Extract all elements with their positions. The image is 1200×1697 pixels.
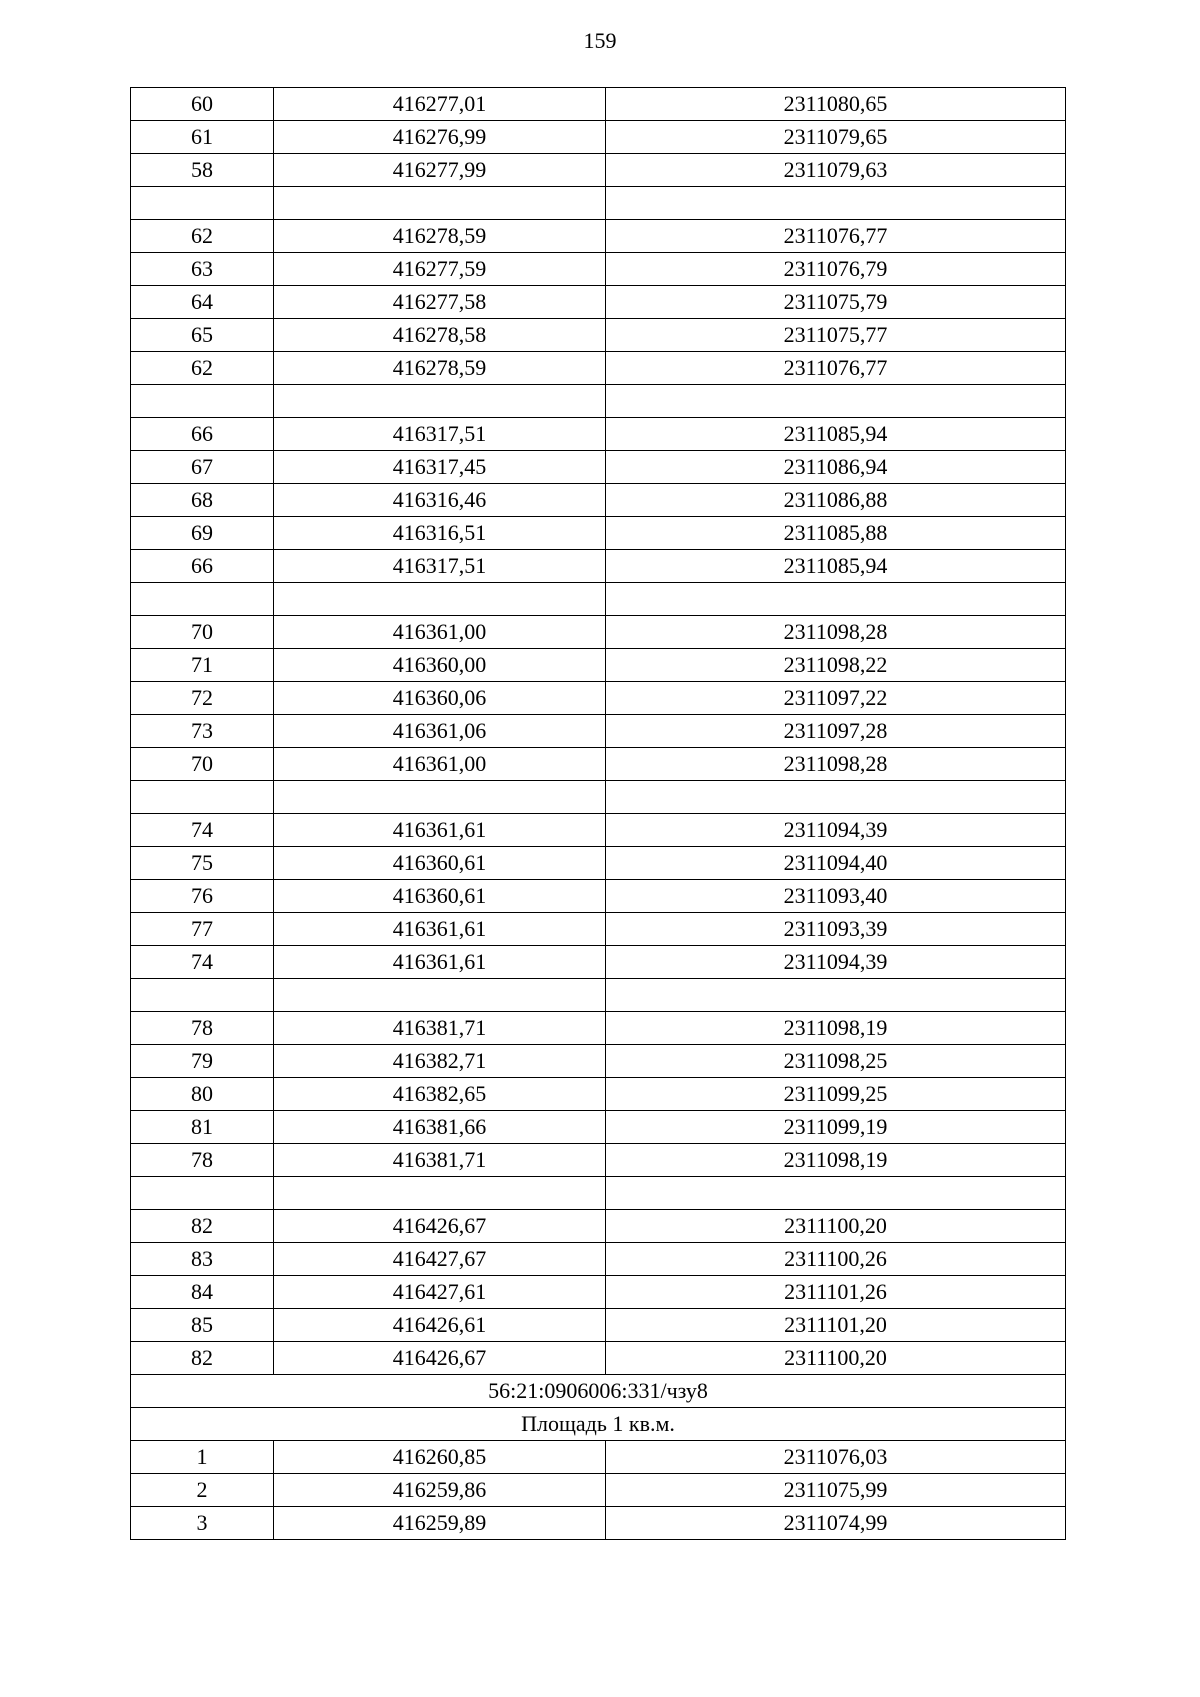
empty-cell (131, 1177, 274, 1210)
point-number-cell: 67 (131, 451, 274, 484)
point-number-cell: 62 (131, 220, 274, 253)
coordinates-table-body (131, 88, 1066, 1540)
x-coordinate-cell: 416277,01 (274, 88, 606, 121)
point-number-cell: 60 (131, 88, 274, 121)
empty-cell (274, 979, 606, 1012)
y-coordinate-cell: 2311098,19 (606, 1144, 1066, 1177)
point-number-cell: 72 (131, 682, 274, 715)
point-number-cell: 70 (131, 616, 274, 649)
y-coordinate-cell: 2311075,77 (606, 319, 1066, 352)
point-number-cell: 63 (131, 253, 274, 286)
x-coordinate-cell: 416276,99 (274, 121, 606, 154)
y-coordinate-cell: 2311101,20 (606, 1309, 1066, 1342)
y-coordinate-cell: 2311098,19 (606, 1012, 1066, 1045)
point-number-cell: 65 (131, 319, 274, 352)
x-coordinate-cell: 416381,71 (274, 1012, 606, 1045)
y-coordinate-cell: 2311097,28 (606, 715, 1066, 748)
x-coordinate-cell: 416278,58 (274, 319, 606, 352)
point-number-cell: 62 (131, 352, 274, 385)
y-coordinate-cell: 2311098,28 (606, 616, 1066, 649)
x-coordinate-cell: 416426,61 (274, 1309, 606, 1342)
separator-row (131, 979, 1066, 1012)
x-coordinate-cell: 416317,51 (274, 418, 606, 451)
table-row (131, 154, 1066, 187)
table-row (131, 352, 1066, 385)
x-coordinate-cell: 416360,61 (274, 847, 606, 880)
empty-cell (131, 187, 274, 220)
y-coordinate-cell: 2311100,26 (606, 1243, 1066, 1276)
point-number-cell: 74 (131, 814, 274, 847)
section-header-row (131, 1408, 1066, 1441)
table-row (131, 748, 1066, 781)
x-coordinate-cell: 416426,67 (274, 1342, 606, 1375)
y-coordinate-cell: 2311094,39 (606, 946, 1066, 979)
table-row (131, 880, 1066, 913)
table-row (131, 220, 1066, 253)
x-coordinate-cell: 416277,99 (274, 154, 606, 187)
x-coordinate-cell: 416259,86 (274, 1474, 606, 1507)
x-coordinate-cell: 416426,67 (274, 1210, 606, 1243)
y-coordinate-cell: 2311080,65 (606, 88, 1066, 121)
table-row (131, 253, 1066, 286)
x-coordinate-cell: 416361,61 (274, 946, 606, 979)
table-row (131, 1144, 1066, 1177)
empty-cell (131, 979, 274, 1012)
y-coordinate-cell: 2311093,40 (606, 880, 1066, 913)
x-coordinate-cell: 416316,51 (274, 517, 606, 550)
x-coordinate-cell: 416382,71 (274, 1045, 606, 1078)
table-row (131, 1243, 1066, 1276)
point-number-cell: 83 (131, 1243, 274, 1276)
y-coordinate-cell: 2311079,65 (606, 121, 1066, 154)
empty-cell (131, 781, 274, 814)
point-number-cell: 69 (131, 517, 274, 550)
table-row (131, 913, 1066, 946)
table-row (131, 1210, 1066, 1243)
y-coordinate-cell: 2311094,39 (606, 814, 1066, 847)
x-coordinate-cell: 416317,45 (274, 451, 606, 484)
table-row (131, 616, 1066, 649)
y-coordinate-cell: 2311098,25 (606, 1045, 1066, 1078)
y-coordinate-cell: 2311085,88 (606, 517, 1066, 550)
x-coordinate-cell: 416381,71 (274, 1144, 606, 1177)
table-row (131, 484, 1066, 517)
y-coordinate-cell: 2311097,22 (606, 682, 1066, 715)
table-row (131, 814, 1066, 847)
x-coordinate-cell: 416278,59 (274, 220, 606, 253)
y-coordinate-cell: 2311100,20 (606, 1342, 1066, 1375)
point-number-cell: 74 (131, 946, 274, 979)
x-coordinate-cell: 416360,61 (274, 880, 606, 913)
y-coordinate-cell: 2311074,99 (606, 1507, 1066, 1540)
point-number-cell: 1 (131, 1441, 274, 1474)
table-row (131, 649, 1066, 682)
y-coordinate-cell: 2311076,77 (606, 352, 1066, 385)
separator-row (131, 583, 1066, 616)
y-coordinate-cell: 2311099,19 (606, 1111, 1066, 1144)
table-row (131, 517, 1066, 550)
point-number-cell: 71 (131, 649, 274, 682)
empty-cell (606, 979, 1066, 1012)
x-coordinate-cell: 416361,00 (274, 748, 606, 781)
y-coordinate-cell: 2311099,25 (606, 1078, 1066, 1111)
section-header-cell: 56:21:0906006:331/чзу8 (131, 1375, 1066, 1408)
empty-cell (606, 385, 1066, 418)
y-coordinate-cell: 2311098,22 (606, 649, 1066, 682)
point-number-cell: 79 (131, 1045, 274, 1078)
table-row (131, 286, 1066, 319)
table-row (131, 946, 1066, 979)
empty-cell (274, 187, 606, 220)
x-coordinate-cell: 416316,46 (274, 484, 606, 517)
table-row (131, 847, 1066, 880)
table-row (131, 319, 1066, 352)
table-row (131, 88, 1066, 121)
table-row (131, 1441, 1066, 1474)
table-row (131, 1111, 1066, 1144)
y-coordinate-cell: 2311086,94 (606, 451, 1066, 484)
table-row (131, 1276, 1066, 1309)
x-coordinate-cell: 416360,06 (274, 682, 606, 715)
x-coordinate-cell: 416278,59 (274, 352, 606, 385)
point-number-cell: 81 (131, 1111, 274, 1144)
point-number-cell: 68 (131, 484, 274, 517)
separator-row (131, 1177, 1066, 1210)
empty-cell (606, 781, 1066, 814)
x-coordinate-cell: 416382,65 (274, 1078, 606, 1111)
table-row (131, 1309, 1066, 1342)
separator-row (131, 187, 1066, 220)
point-number-cell: 75 (131, 847, 274, 880)
separator-row (131, 781, 1066, 814)
y-coordinate-cell: 2311076,03 (606, 1441, 1066, 1474)
separator-row (131, 385, 1066, 418)
empty-cell (131, 385, 274, 418)
empty-cell (131, 583, 274, 616)
coordinates-table (130, 87, 1066, 1540)
table-row (131, 418, 1066, 451)
y-coordinate-cell: 2311098,28 (606, 748, 1066, 781)
table-row (131, 1012, 1066, 1045)
point-number-cell: 82 (131, 1210, 274, 1243)
y-coordinate-cell: 2311076,77 (606, 220, 1066, 253)
point-number-cell: 76 (131, 880, 274, 913)
y-coordinate-cell: 2311075,99 (606, 1474, 1066, 1507)
x-coordinate-cell: 416361,00 (274, 616, 606, 649)
y-coordinate-cell: 2311085,94 (606, 550, 1066, 583)
x-coordinate-cell: 416360,00 (274, 649, 606, 682)
point-number-cell: 66 (131, 418, 274, 451)
point-number-cell: 66 (131, 550, 274, 583)
y-coordinate-cell: 2311100,20 (606, 1210, 1066, 1243)
empty-cell (274, 781, 606, 814)
x-coordinate-cell: 416277,58 (274, 286, 606, 319)
table-row (131, 682, 1066, 715)
empty-cell (274, 583, 606, 616)
point-number-cell: 73 (131, 715, 274, 748)
point-number-cell: 80 (131, 1078, 274, 1111)
x-coordinate-cell: 416260,85 (274, 1441, 606, 1474)
x-coordinate-cell: 416317,51 (274, 550, 606, 583)
table-row (131, 1474, 1066, 1507)
empty-cell (274, 385, 606, 418)
empty-cell (274, 1177, 606, 1210)
point-number-cell: 61 (131, 121, 274, 154)
y-coordinate-cell: 2311076,79 (606, 253, 1066, 286)
table-row (131, 1045, 1066, 1078)
empty-cell (606, 187, 1066, 220)
x-coordinate-cell: 416277,59 (274, 253, 606, 286)
x-coordinate-cell: 416361,06 (274, 715, 606, 748)
y-coordinate-cell: 2311079,63 (606, 154, 1066, 187)
x-coordinate-cell: 416361,61 (274, 814, 606, 847)
x-coordinate-cell: 416427,61 (274, 1276, 606, 1309)
table-row (131, 121, 1066, 154)
table-row (131, 1507, 1066, 1540)
page-number: 159 (583, 28, 617, 53)
y-coordinate-cell: 2311093,39 (606, 913, 1066, 946)
table-row (131, 1078, 1066, 1111)
y-coordinate-cell: 2311075,79 (606, 286, 1066, 319)
x-coordinate-cell: 416361,61 (274, 913, 606, 946)
point-number-cell: 85 (131, 1309, 274, 1342)
y-coordinate-cell: 2311101,26 (606, 1276, 1066, 1309)
point-number-cell: 84 (131, 1276, 274, 1309)
point-number-cell: 64 (131, 286, 274, 319)
table-row (131, 451, 1066, 484)
table-row (131, 715, 1066, 748)
table-row (131, 550, 1066, 583)
y-coordinate-cell: 2311085,94 (606, 418, 1066, 451)
point-number-cell: 77 (131, 913, 274, 946)
point-number-cell: 78 (131, 1012, 274, 1045)
table-row (131, 1342, 1066, 1375)
empty-cell (606, 583, 1066, 616)
point-number-cell: 82 (131, 1342, 274, 1375)
point-number-cell: 58 (131, 154, 274, 187)
x-coordinate-cell: 416381,66 (274, 1111, 606, 1144)
point-number-cell: 2 (131, 1474, 274, 1507)
point-number-cell: 78 (131, 1144, 274, 1177)
empty-cell (606, 1177, 1066, 1210)
x-coordinate-cell: 416427,67 (274, 1243, 606, 1276)
section-header-row (131, 1375, 1066, 1408)
y-coordinate-cell: 2311094,40 (606, 847, 1066, 880)
point-number-cell: 70 (131, 748, 274, 781)
point-number-cell: 3 (131, 1507, 274, 1540)
y-coordinate-cell: 2311086,88 (606, 484, 1066, 517)
x-coordinate-cell: 416259,89 (274, 1507, 606, 1540)
section-header-cell: Площадь 1 кв.м. (131, 1408, 1066, 1441)
